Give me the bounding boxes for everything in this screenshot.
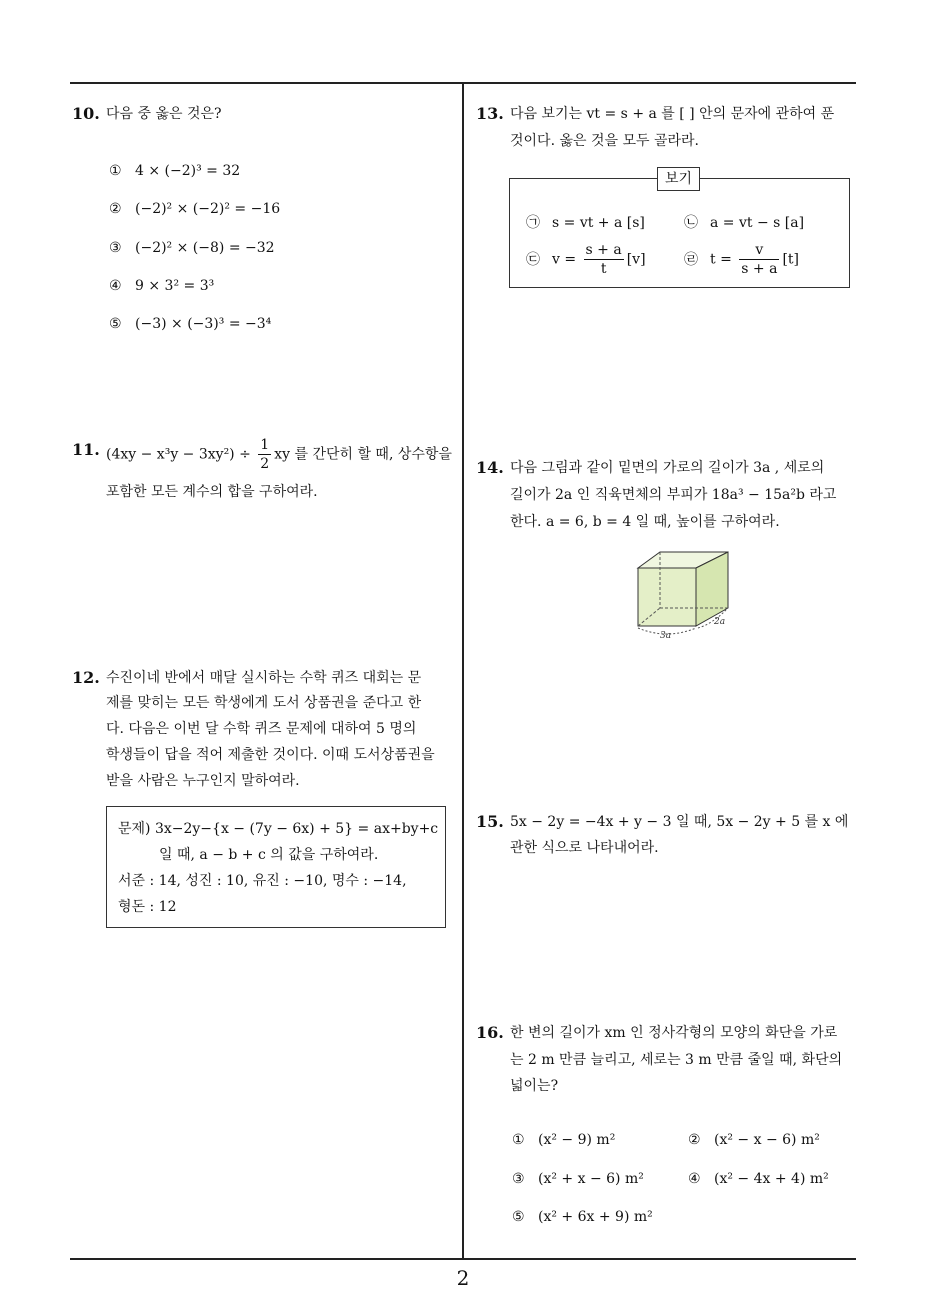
question-line: 다음 보기는 vt = s + a 를 [ ] 안의 문자에 관하여 푼 (510, 106, 835, 122)
item-bracket: [v] (626, 251, 646, 268)
choice-expr: 4 × (−2)³ = 32 (135, 163, 241, 179)
question-number: 16. (476, 1023, 504, 1042)
choice-4 (688, 1171, 829, 1187)
bogi-item-c (526, 241, 646, 278)
choice-mark: ④ (688, 1171, 701, 1187)
question-number: 10. (72, 104, 100, 123)
item-mark: ㉡ (684, 215, 698, 231)
box-line: 문제) 3x−2y−{x − (7y − 6x) + 5} = ax+by+c (118, 821, 439, 837)
choice-expr: (x² − x − 6) m² (714, 1132, 820, 1148)
bottom-rule (70, 1258, 856, 1260)
item-mark: ㉣ (684, 251, 698, 268)
choice-mark: ④ (109, 278, 122, 294)
choice-expr: (−3) × (−3)³ = −3⁴ (135, 316, 272, 332)
choice-expr: (x² − 9) m² (538, 1132, 616, 1148)
question-line: 넓이는? (510, 1078, 559, 1094)
expression: xy (274, 446, 291, 463)
fraction-numerator: v (739, 241, 779, 260)
fraction-denominator: 2 (260, 456, 270, 472)
bogi-item-a (526, 212, 645, 232)
choice-expr: (x² − 4x + 4) m² (714, 1171, 829, 1187)
question-number: 14. (476, 458, 504, 477)
question-line: 학생들이 답을 적어 제출한 것이다. 이때 도서상품권을 (106, 747, 435, 763)
column-divider (462, 82, 464, 1259)
question-line: 한다. a = 6, b = 4 일 때, 높이를 구하여라. (510, 514, 780, 530)
choice-3 (109, 240, 275, 256)
choice-5 (109, 316, 271, 332)
choice-3 (512, 1171, 644, 1187)
width-label: 3a (660, 631, 672, 640)
item-expr: s = vt + a [s] (552, 215, 645, 231)
question-text: 다음 중 옳은 것은? (106, 106, 222, 122)
choice-1 (512, 1132, 615, 1148)
choice-2 (109, 201, 280, 217)
question-line: 는 2 m 만큼 늘리고, 세로는 3 m 만큼 줄일 때, 화단의 (510, 1052, 843, 1068)
bogi-item-d (684, 241, 799, 278)
question-number: 11. (72, 440, 100, 459)
question-text: 포함한 모든 계수의 합을 구하여라. (106, 484, 318, 500)
question-line: 받을 사람은 누구인지 말하여라. (106, 773, 300, 789)
fraction (584, 241, 624, 278)
item-mark: ㉢ (526, 251, 540, 268)
question-line: 제를 맞히는 모든 학생에게 도서 상품권을 준다고 한 (106, 695, 422, 711)
question-line: 한 변의 길이가 xm 인 정사각형의 모양의 화단을 가로 (510, 1025, 838, 1041)
choice-2 (688, 1132, 820, 1148)
choice-mark: ⑤ (512, 1209, 525, 1225)
box-line: 형돈 : 12 (118, 899, 177, 915)
question-number: 15. (476, 812, 504, 831)
choice-mark: ③ (512, 1171, 525, 1187)
cuboid-figure (630, 548, 742, 640)
item-expr: a = vt − s [a] (710, 215, 805, 231)
item-mark: ㉠ (526, 215, 540, 231)
fraction-numerator: s + a (585, 242, 622, 258)
fraction (258, 436, 271, 473)
choice-expr: (−2)² × (−8) = −32 (135, 240, 275, 256)
question-line: 다. 다음은 이번 달 수학 퀴즈 문제에 대하여 5 명의 (106, 721, 417, 737)
item-expr: t = (710, 251, 737, 268)
question-line: 다음 그림과 같이 밑면의 가로의 길이가 3a , 세로의 (510, 460, 825, 476)
choice-expr: 9 × 3² = 3³ (135, 278, 215, 294)
choice-mark: ③ (109, 240, 122, 256)
question-line: 것이다. 옳은 것을 모두 골라라. (510, 133, 699, 149)
question-text (106, 436, 452, 473)
choice-4 (109, 278, 214, 294)
choice-mark: ⑤ (109, 316, 122, 332)
question-line: 수진이네 반에서 매달 실시하는 수학 퀴즈 대회는 문 (106, 670, 422, 686)
item-bracket: [t] (782, 251, 799, 268)
bogi-box (509, 171, 850, 288)
item-expr: v = (552, 251, 581, 268)
choice-5 (512, 1209, 653, 1225)
bogi-item-b (684, 212, 804, 232)
choice-mark: ① (512, 1132, 525, 1148)
question-number: 12. (72, 668, 100, 687)
fraction-denominator: s + a (741, 261, 778, 277)
question-line: 관한 식으로 나타내어라. (510, 840, 659, 856)
page-number: 2 (456, 1266, 470, 1290)
choice-mark: ① (109, 163, 122, 179)
bogi-label: 보기 (657, 167, 700, 191)
expression: (4xy − x³y − 3xy²) ÷ (106, 446, 256, 463)
question-text-part: 를 간단히 할 때, 상수항을 (290, 446, 452, 463)
choice-1 (109, 163, 240, 179)
choice-mark: ② (109, 201, 122, 217)
depth-label: 2a (714, 617, 726, 627)
choice-mark: ② (688, 1132, 701, 1148)
question-line: 5x − 2y = −4x + y − 3 일 때, 5x − 2y + 5 를 x 에 (510, 814, 849, 830)
question-number: 13. (476, 104, 504, 123)
choice-expr: (x² + x − 6) m² (538, 1171, 644, 1187)
answer-box (106, 806, 446, 928)
choice-expr: (−2)² × (−2)² = −16 (135, 201, 281, 217)
question-line: 길이가 2a 인 직육면체의 부피가 18a³ − 15a²b 라고 (510, 487, 837, 503)
box-line: 일 때, a − b + c 의 값을 구하여라. (159, 847, 379, 863)
choice-expr: (x² + 6x + 9) m² (538, 1209, 653, 1225)
box-line: 서준 : 14, 성진 : 10, 유진 : −10, 명수 : −14, (118, 873, 407, 889)
fraction (739, 241, 779, 278)
fraction-denominator: t (600, 261, 607, 277)
fraction-numerator: 1 (260, 437, 270, 453)
